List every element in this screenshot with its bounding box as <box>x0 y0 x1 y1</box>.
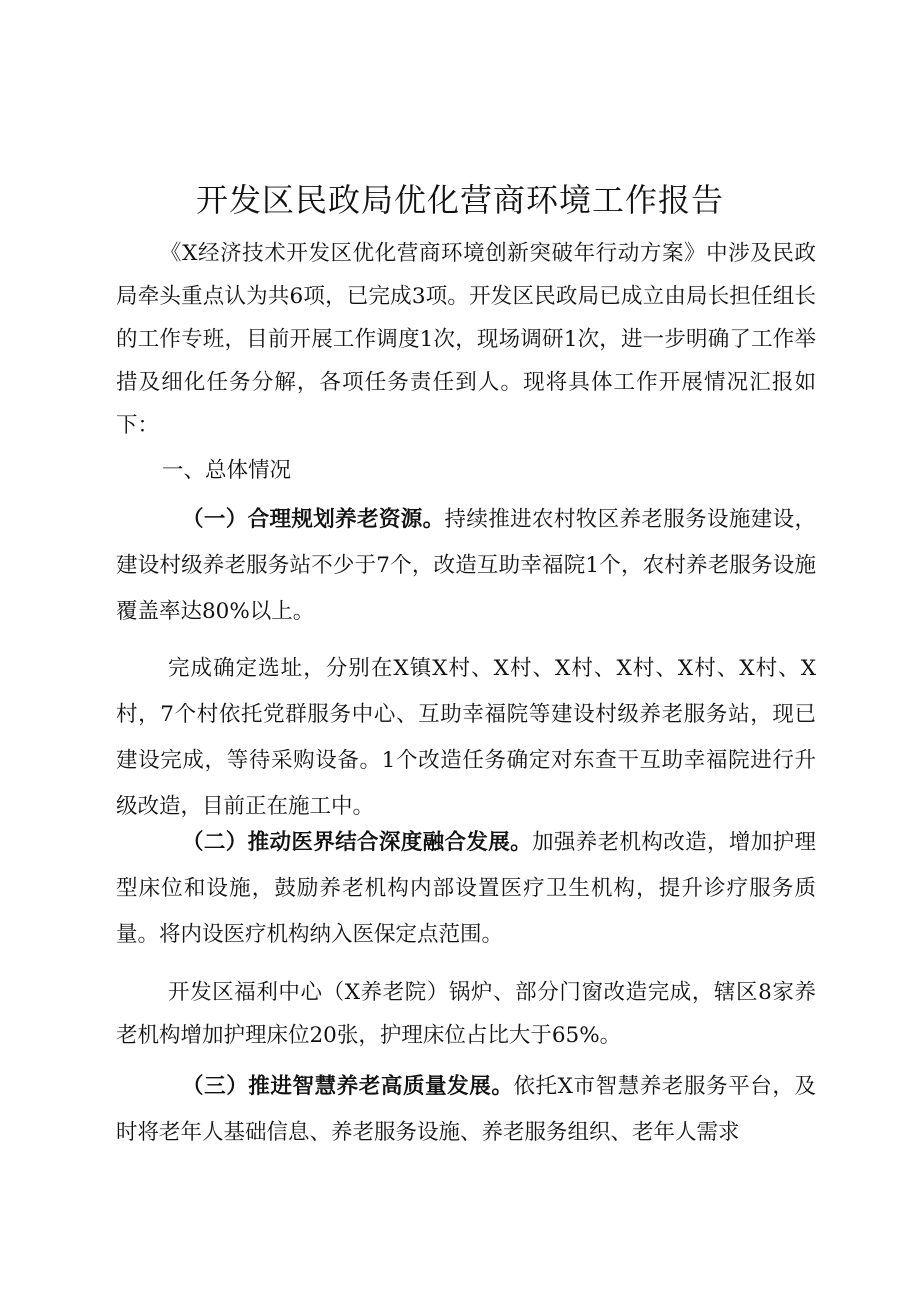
item-2-paragraph <box>116 820 816 958</box>
item-1-lead: （一）合理规划养老资源。 <box>182 507 445 532</box>
section-heading-overview: 一、总体情况 <box>162 458 292 483</box>
item-3-lead: （三）推进智慧养老高质量发展。 <box>182 1074 514 1099</box>
item-2-lead: （二）推动医界结合深度融合发展。 <box>182 830 532 855</box>
item-2-text: 加强养老机构改造，增加护理型床位和设施，鼓励养老机构内部设置医疗卫生机构，提升诊疗服务质量。将内设医疗机构纳入医保定点范围。 <box>116 830 816 947</box>
item-2-detail-paragraph: 开发区福利中心（X养老院）锅炉、部分门窗改造完成，辖区8家养老机构增加护理床位20张，护理床位占比大于65%。 <box>116 980 816 1048</box>
item-1-text: 持续推进农村牧区养老服务设施建设，建设村级养老服务站不少于7个，改造互助幸福院1个，农村养老服务设施覆盖率达80%以上。 <box>116 507 816 624</box>
intro-paragraph: 《X经济技术开发区优化营商环境创新突破年行动方案》中涉及民政局牵头重点认为共6项，已完成3项。开发区民政局已成立由局长担任组长的工作专班，目前开展工作调度1次，现场调研1次，进一步明确了工作举措及细化任务分解，各项任务责任到人。现将具体工作开展情况汇报如下： <box>116 241 816 438</box>
document-title: 开发区民政局优化营商环境工作报告 <box>195 181 724 219</box>
item-3-text: 依托X市智慧养老服务平台，及时将老年人基础信息、养老服务设施、养老服务组织、老年人需求 <box>116 1074 816 1145</box>
item-1-paragraph <box>116 497 816 635</box>
item-3-paragraph <box>116 1064 816 1156</box>
item-1-detail-paragraph: 完成确定选址，分别在X镇X村、X村、X村、X村、X村、X村、X村，7个村依托党群服务中心、互助幸福院等建设村级养老服务站，现已建设完成，等待采购设备。1个改造任务确定对东查干互助幸福院进行升级改造，目前正在施工中。 <box>116 656 816 819</box>
